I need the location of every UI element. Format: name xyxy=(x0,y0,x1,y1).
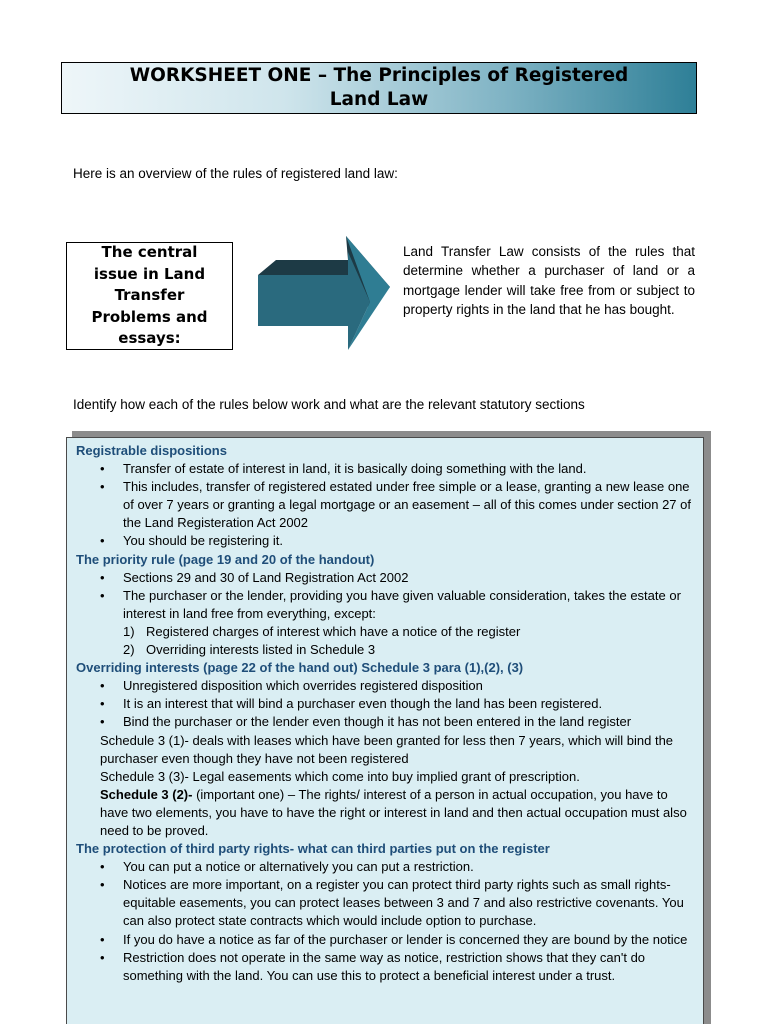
list-item: • It is an interest that will bind a purchaser even though the land has been registered. xyxy=(76,695,695,713)
land-transfer-description: Land Transfer Law consists of the rules that determine whether a purchaser of land or a mortgage lender will take free from or subject to property rights in the land that he has bought. xyxy=(403,244,695,317)
central-line-1: The central xyxy=(101,243,198,262)
section-heading-priority: The priority rule (page 19 and 20 of the handout) xyxy=(76,551,375,567)
protection-list xyxy=(76,858,695,985)
list-item xyxy=(76,641,695,659)
rules-box xyxy=(66,437,704,1024)
schedule-3-2-label: Schedule 3 (2)- xyxy=(100,786,193,802)
schedule-3-2-text: (important one) – The rights/ interest of a person in actual occupation, you have to have two elements, you have to have the right or interest in land and then actual occupation must also need to be proved. xyxy=(100,786,687,838)
central-line-5: essays: xyxy=(118,329,181,348)
list-item: • Bind the purchaser or the lender even though it has not been entered in the land register xyxy=(76,713,695,731)
list-item: • Unregistered disposition which overrides registered disposition xyxy=(76,677,695,695)
section-heading-overriding: Overriding interests (page 22 of the hand out) Schedule 3 para (1),(2), (3) xyxy=(76,660,524,676)
list-item-text: Overriding interests listed in Schedule 3 xyxy=(146,642,376,658)
registrable-list xyxy=(76,460,695,550)
section-heading-registrable: Registrable dispositions xyxy=(76,443,227,458)
intro-text: Here is an overview of the rules of registered land law: xyxy=(73,166,398,181)
title-line-1: WORKSHEET ONE – The Principles of Registered xyxy=(129,65,629,86)
right-arrow-icon xyxy=(256,234,396,354)
list-item: • The purchaser or the lender, providing you have given valuable consideration, takes the estate or interest in land free from everything, except: xyxy=(76,587,695,623)
list-item: • If you do have a notice as far of the purchaser or lender is concerned they are bound by the notice xyxy=(76,931,695,949)
worksheet-title xyxy=(130,64,629,112)
list-item: • Transfer of estate of interest in land, it is basically doing something with the land. xyxy=(76,460,695,478)
schedule-3-3-paragraph: Schedule 3 (3)- Legal easements which come into buy implied grant of prescription. xyxy=(100,768,580,784)
central-issue-text xyxy=(91,242,207,350)
central-line-2: issue in Land xyxy=(93,264,206,283)
schedule-3-1-paragraph: Schedule 3 (1)- deals with leases which have been granted for less then 7 years, which will bind the purchaser even though they have not been registered xyxy=(100,732,674,766)
list-item: • Restriction does not operate in the same way as notice, restriction shows that they can't do something with the land. You can use this to protect a beneficial interest under a trust. xyxy=(76,949,695,985)
central-line-4: Problems and xyxy=(91,307,208,326)
list-item: • This includes, transfer of registered estated under free simple or a lease, granting a new lease one of over 7 years or granting a legal mortgage or an easement – all of this comes under section 27 of the Land Registeration Act 2002 xyxy=(76,478,695,532)
section-heading-protection: The protection of third party rights- what can third parties put on the register xyxy=(76,841,550,857)
central-issue-box xyxy=(66,242,233,350)
worksheet-title-banner xyxy=(61,62,697,114)
instruction-text: Identify how each of the rules below work and what are the relevant statutory sections xyxy=(73,397,585,412)
schedule-3-2-paragraph xyxy=(76,786,695,840)
priority-exceptions-list xyxy=(76,623,695,659)
list-item: • You should be registering it. xyxy=(76,532,695,550)
list-item xyxy=(76,623,695,641)
central-line-3: Transfer xyxy=(114,286,185,305)
list-number: 1) xyxy=(123,623,135,639)
list-number: 2) xyxy=(123,642,135,658)
list-item: • Notices are more important, on a register you can protect third party rights such as small rights- equitable easements, you can protect leases between 3 and 7 and also restrictive covenants. You can also protect state contracts which would include option to purchase. xyxy=(76,876,695,930)
list-item: • Sections 29 and 30 of Land Registration Act 2002 xyxy=(76,569,695,587)
title-line-2: Land Law xyxy=(329,89,429,110)
overriding-list xyxy=(76,677,695,731)
list-item-text: Registered charges of interest which have a notice of the register xyxy=(146,623,521,639)
list-item: • You can put a notice or alternatively you can put a restriction. xyxy=(76,858,695,876)
priority-list xyxy=(76,569,695,623)
